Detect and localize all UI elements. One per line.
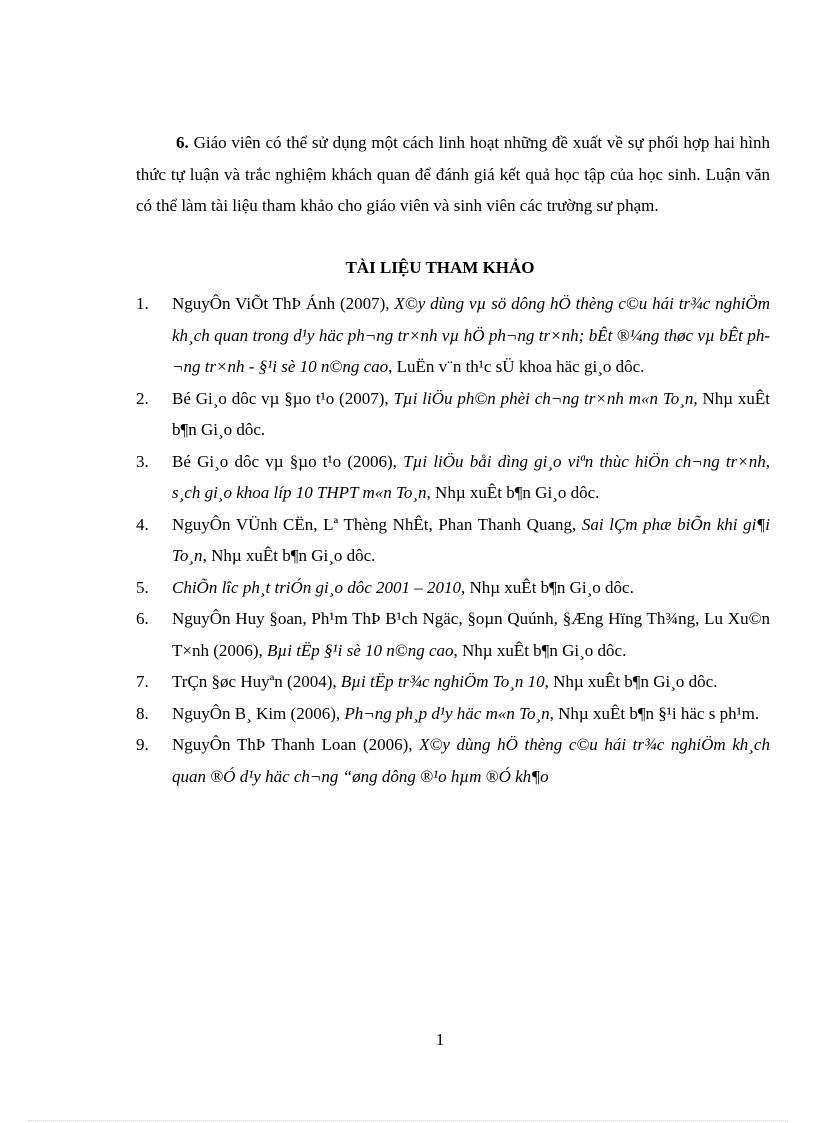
reference-title: Sai lÇm phæ biÕn khi gi¶i To¸n — [172, 514, 770, 565]
reference-item — [136, 729, 770, 792]
reference-publisher: , Nhµ xuÊt b¶n Gi¸o dôc. — [426, 483, 600, 502]
references-heading: TÀI LIỆU THAM KHẢO — [345, 258, 535, 277]
reference-publisher: , Nhµ xuÊt b¶n Gi¸o dôc. — [172, 388, 770, 439]
reference-authors: NguyÔn VÜnh CËn, Lª Thèng NhÊt, Phan Thanh Quang, — [172, 514, 582, 534]
reference-number: 2. — [136, 388, 149, 408]
reference-item — [136, 698, 770, 730]
reference-item — [136, 446, 770, 509]
reference-item — [136, 509, 770, 572]
reference-list — [136, 288, 770, 792]
reference-title: Tµi liÖu ph©n phèi ch¬ng tr×nh m«n To¸n — [393, 388, 694, 408]
reference-number: 9. — [136, 735, 149, 754]
reference-title: X©y dùng hÖ thèng c©u hái tr¾c nghiÖm kh¸ch quan ®Ó d¹y häc ch¬ng “øng dông ®¹o hµm ®Ó kh¶o — [172, 735, 770, 786]
reference-publisher: , Nhµ xuÊt b¶n Gi¸o dôc. — [460, 577, 634, 597]
page-bottom-divider — [28, 1120, 788, 1121]
reference-item — [136, 383, 770, 446]
reference-publisher: , Nhµ xuÊt b¶n Gi¸o dôc. — [202, 546, 376, 565]
reference-item — [136, 572, 770, 604]
intro-text: Giáo viên có thể sử dụng một cách linh hoạt những đề xuất về sự phối hợp hai hình thức tự luận và trắc nghiệm khách quan để đánh giá kết quả học tập của học sinh. Luận văn có thể làm tài liệu tham khảo cho giáo viên và sinh viên các trường sư phạm. — [136, 133, 770, 215]
reference-number: 5. — [136, 577, 149, 597]
reference-item — [136, 666, 770, 698]
reference-item — [136, 603, 770, 666]
reference-title: ChiÕn lîc ph¸t triÓn gi¸o dôc 2001 – 2010 — [172, 577, 461, 597]
reference-number: 4. — [136, 514, 149, 534]
intro-number: 6. — [176, 133, 189, 152]
reference-authors: Bé Gi¸o dôc vµ §µo t¹o (2007), — [172, 388, 394, 408]
reference-authors: NguyÔn ThÞ Thanh Loan (2006), — [172, 735, 420, 754]
reference-title: Bµi tËp tr¾c nghiÖm To¸n 10 — [340, 672, 545, 691]
reference-publisher: , Nhµ xuÊt b¶n Gi¸o dôc. — [453, 640, 627, 660]
reference-number: 6. — [136, 609, 149, 628]
reference-publisher: , Nhµ xuÊt b¶n Gi¸o dôc. — [544, 672, 718, 691]
reference-authors: Bé Gi¸o dôc vµ §µo t¹o (2006), — [172, 451, 404, 471]
page-number: 1 — [435, 1030, 445, 1049]
reference-title: Bµi tËp §¹i sè 10 n©ng cao — [267, 640, 454, 660]
reference-publisher: , LuËn v¨n th¹c sÜ khoa häc gi¸o dôc. — [388, 357, 645, 376]
reference-authors: NguyÔn B¸ Kim (2006), — [172, 703, 345, 723]
reference-number: 7. — [136, 672, 149, 691]
reference-authors: TrÇn §øc Huyªn (2004), — [172, 672, 341, 691]
reference-authors: NguyÔn ViÕt ThÞ Ánh (2007), — [172, 294, 395, 313]
intro-paragraph — [136, 127, 770, 222]
reference-number: 8. — [136, 703, 149, 723]
reference-title: Tµi liÖu båi dìng gi¸o viªn thùc hiÖn ch¬ng tr×nh, s¸ch gi¸o khoa líp 10 THPT m«n To¸n — [172, 451, 770, 502]
reference-number: 3. — [136, 451, 149, 471]
reference-authors: NguyÔn Huy §oan, Ph¹m ThÞ B¹ch Ngäc, §oµn Quúnh, §Æng Hïng Th¾ng, Lu Xu©n T×nh (2006), — [172, 609, 770, 660]
reference-number: 1. — [136, 294, 149, 313]
reference-item — [136, 288, 770, 383]
reference-publisher: , Nhµ xuÊt b¶n §¹i häc s ph¹m. — [549, 703, 760, 723]
reference-title: X©y dùng vµ sö dông hÖ thèng c©u hái tr¾c nghiÖm kh¸ch quan trong d¹y häc ph¬ng tr×nh vµ hÖ ph¬ng tr×nh; bÊt ®¼ng thøc vµ bÊt ph¬ng tr×nh - §¹i sè 10 n©ng cao — [172, 294, 770, 376]
reference-title: Ph¬ng ph¸p d¹y häc m«n To¸n — [344, 703, 550, 723]
